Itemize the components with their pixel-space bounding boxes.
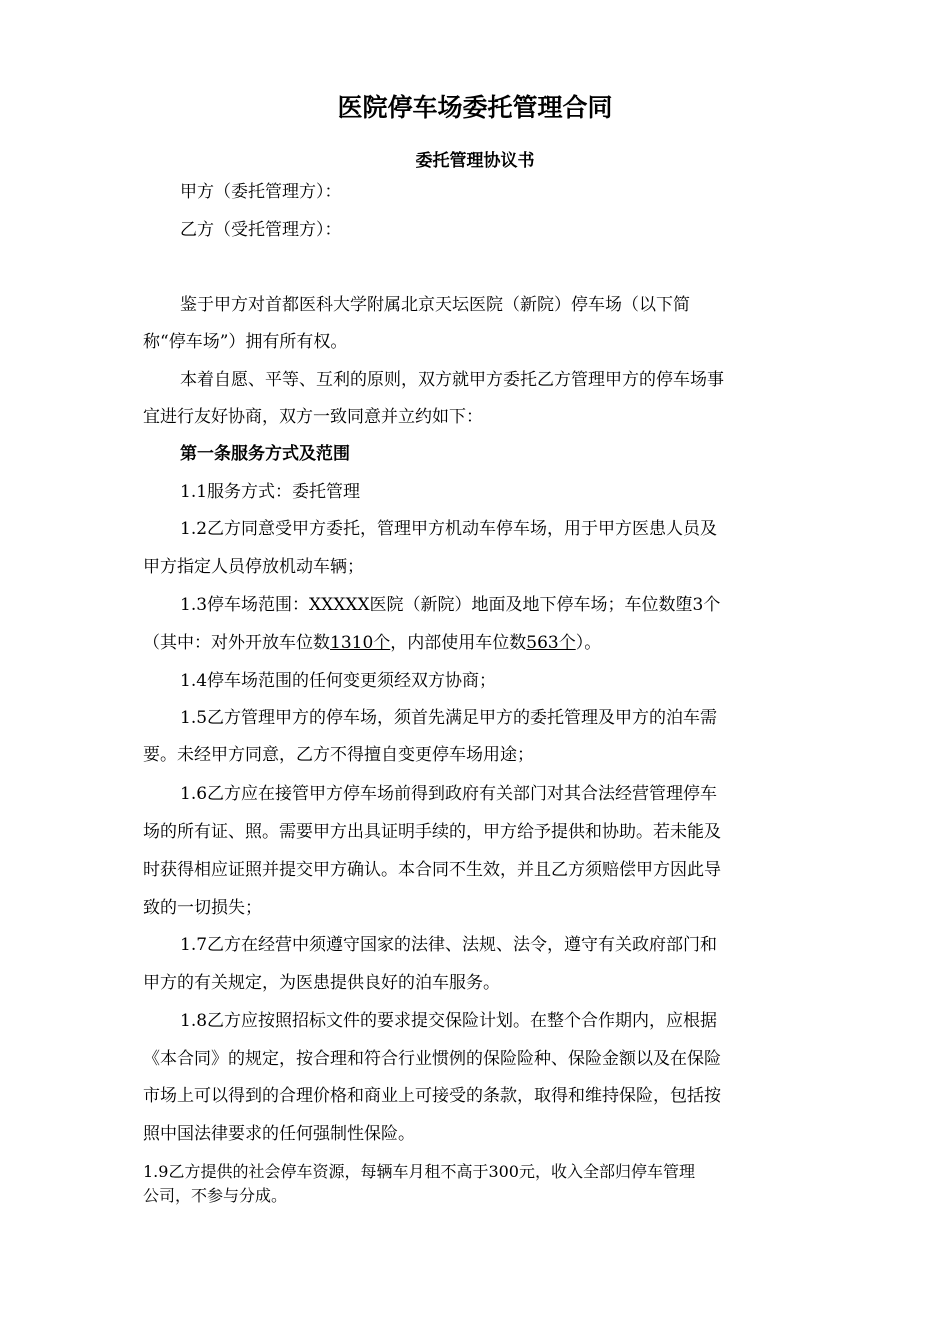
clause-1-8-line-1: 1.8乙方应按照招标文件的要求提交保险计划。在整个合作期内，应根据 <box>180 1011 718 1031</box>
clause-1-5-line-1: 1.5乙方管理甲方的停车场，须首先满足甲方的委托管理及甲方的泊车需 <box>180 708 718 728</box>
clause-1-3-text-e: ）。 <box>575 633 602 653</box>
clause-1-8-line-4: 照中国法律要求的任何强制性保险。 <box>143 1124 415 1144</box>
open-spaces-count: 1310个 <box>330 633 391 653</box>
internal-spaces-count: 563个 <box>526 633 576 653</box>
clause-1-1: 1.1服务方式：委托管理 <box>180 482 361 502</box>
party-a-line: 甲方（委托管理方）： <box>180 182 342 202</box>
clause-1-9-line-2: 公司，不参与分成。 <box>143 1186 288 1205</box>
principle-line-1: 本着自愿、平等、互利的原则，双方就甲方委托乙方管理甲方的停车场事 <box>180 370 724 390</box>
article-1-heading: 第一条服务方式及范围 <box>180 444 350 464</box>
preamble-line-2: 称“停车场”）拥有所有权。 <box>143 332 348 352</box>
clause-1-6-line-1: 1.6乙方应在接管甲方停车场前得到政府有关部门对其合法经营管理停车 <box>180 784 718 804</box>
clause-1-3-text-c: ，内部使用车位数 <box>390 633 527 653</box>
clause-1-2-line-1: 1.2乙方同意受甲方委托，管理甲方机动车停车场，用于甲方医患人员及 <box>180 519 718 539</box>
clause-1-6-line-4: 致的一切损失； <box>143 898 262 918</box>
clause-1-4: 1.4停车场范围的任何变更须经双方协商； <box>180 671 497 691</box>
document-title: 医院停车场委托管理合同 <box>337 93 613 122</box>
document-subtitle: 委托管理协议书 <box>415 151 535 171</box>
clause-1-9-line-1: 1.9乙方提供的社会停车资源，每辆车月租不高于300元，收入全部归停车管理 <box>143 1162 695 1181</box>
principle-line-2: 宜进行友好协商，双方一致同意并立约如下： <box>143 407 483 427</box>
clause-1-2-line-2: 甲方指定人员停放机动车辆； <box>143 557 364 577</box>
clause-1-5-line-2: 要。未经甲方同意，乙方不得擅自变更停车场用途； <box>143 745 534 765</box>
clause-1-8-line-2: 《本合同》的规定，按合理和符合行业惯例的保险险种、保险金额以及在保险 <box>143 1049 721 1069</box>
clause-1-7-line-2: 甲方的有关规定，为医患提供良好的泊车服务。 <box>143 973 500 993</box>
clause-1-6-line-3: 时获得相应证照并提交甲方确认。本合同不生效，并且乙方须赔偿甲方因此导 <box>143 860 721 880</box>
party-b-line: 乙方（受托管理方）： <box>180 220 342 240</box>
clause-1-8-line-3: 市场上可以得到的合理价格和商业上可接受的条款，取得和维持保险，包括按 <box>143 1086 721 1106</box>
clause-1-7-line-1: 1.7乙方在经营中须遵守国家的法律、法规、法令，遵守有关政府部门和 <box>180 935 718 955</box>
clause-1-6-line-2: 场的所有证、照。需要甲方出具证明手续的，甲方给予提供和协助。若未能及 <box>143 822 721 842</box>
clause-1-3-line-1: 1.3停车场范围：XXXXX医院（新院）地面及地下停车场；车位数堕3个 <box>180 595 721 615</box>
preamble-line-1: 鉴于甲方对首都医科大学附属北京天坛医院（新院）停车场（以下简 <box>180 295 690 315</box>
clause-1-3-line-2 <box>143 632 601 654</box>
clause-1-3-text-a: （其中：对外开放车位数 <box>143 633 330 653</box>
